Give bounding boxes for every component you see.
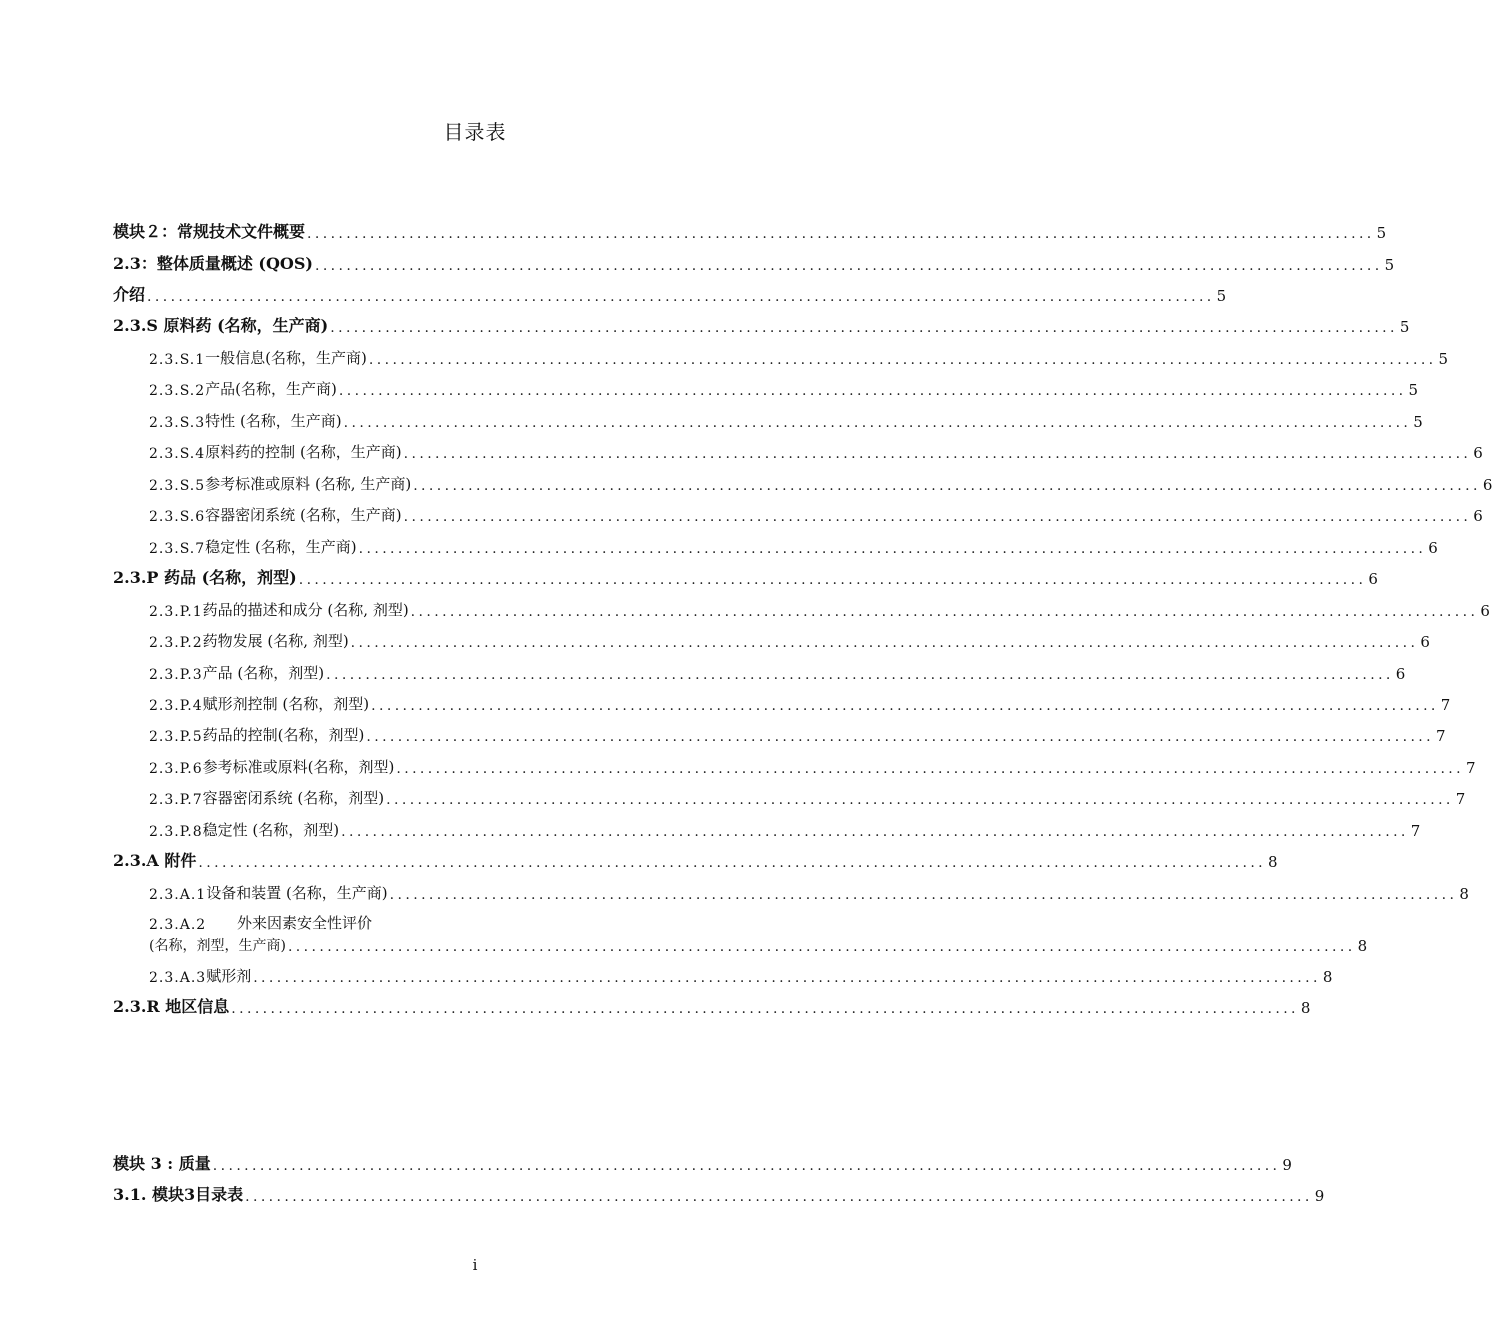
toc-entry[interactable] [113, 784, 1466, 808]
toc-entry-label: 特性 (名称，生产商) [205, 412, 342, 430]
toc-entry[interactable] [113, 721, 1446, 745]
toc-entry-label: 3.1. 模块3目录表 [113, 1185, 244, 1204]
toc-entry-label: 参考标准或原料 (名称, 生产商) [205, 475, 412, 493]
toc-entry-page: 5 [1384, 256, 1395, 274]
toc-entry-number: 2.3.A.3 [149, 970, 207, 986]
toc-leader: ........................................................................................................................................ [368, 352, 1437, 368]
toc-entry[interactable] [113, 501, 1483, 525]
toc-entry-label: 容器密闭系统 (名称，剂型) [202, 789, 385, 807]
toc-entry-number: 2.3.P.1 [149, 604, 203, 620]
toc-entry-page: 6 [1480, 602, 1490, 620]
toc-entry-label: 设备和装置 (名称，生产商) [206, 884, 388, 902]
toc-leader: ........................................................................................................................................ [350, 635, 1419, 651]
toc-leader: ........................................................................................................................................ [371, 698, 1439, 714]
toc-leader: ........................................................................................................................................ [396, 761, 1465, 777]
toc-entry[interactable] [113, 659, 1406, 683]
toc-entry[interactable] [113, 533, 1438, 557]
toc-leader: ........................................................................................................................................ [338, 383, 1407, 399]
toc-entry[interactable] [113, 962, 1333, 986]
toc-leader: ........................................................................................................................................ [198, 855, 1267, 871]
toc-entry-label: 模块 3 : 质量 [113, 1154, 211, 1173]
toc-entry-label: (名称，剂型，生产商) [149, 938, 286, 954]
toc-leader: ........................................................................................................................................ [389, 887, 1458, 903]
toc-entry-label: 容器密闭系统 (名称，生产商) [205, 506, 402, 524]
page-number: i [472, 1256, 478, 1274]
toc-entry-label: 参考标准或原料(名称，剂型) [202, 758, 395, 776]
toc-entry-label: 药品的描述和成分 (名称, 剂型) [202, 601, 409, 619]
toc-entry[interactable] [113, 1181, 1325, 1205]
toc-entry-label: 药物发展 (名称, 剂型) [202, 632, 349, 650]
toc-entry-label: 2.3.P 药品 (名称，剂型) [113, 568, 297, 587]
toc-entry-page: 5 [1376, 224, 1387, 242]
toc-entry-label: 介绍 [113, 285, 146, 304]
toc-leader: ........................................................................................................................................ [403, 446, 1472, 462]
toc-entry-page: 7 [1440, 696, 1451, 714]
toc-entry-page: 9 [1314, 1187, 1325, 1205]
toc-entry-continuation[interactable] [113, 931, 1368, 955]
toc-entry[interactable] [113, 375, 1419, 399]
toc-entry-page: 6 [1473, 444, 1483, 462]
toc-leader: ........................................................................................................................................ [410, 604, 1479, 620]
toc-entry-label: 赋形剂控制 (名称，剂型) [202, 695, 370, 713]
toc-entry[interactable] [113, 344, 1449, 368]
toc-entry[interactable] [113, 218, 1387, 242]
toc-entry[interactable] [113, 312, 1410, 336]
toc-entry[interactable] [113, 470, 1492, 494]
toc-entry-page: 9 [1282, 1156, 1292, 1174]
toc-leader: ........................................................................................................................................ [366, 729, 1435, 745]
toc-entry[interactable] [113, 281, 1227, 305]
toc-entry-page: 5 [1408, 381, 1419, 399]
toc-entry-page: 6 [1420, 633, 1430, 651]
toc-leader: ........................................................................................................................................ [231, 1001, 1299, 1017]
toc-entry-page: 7 [1410, 822, 1421, 840]
toc-entry-page: 8 [1268, 853, 1278, 871]
toc-leader: ........................................................................................................................................ [341, 824, 1409, 840]
toc-entry[interactable] [113, 879, 1469, 903]
toc-entry-page: 6 [1428, 539, 1438, 557]
toc-entry-number: 2.3.P.5 [149, 729, 203, 745]
toc-entry-page: 7 [1466, 759, 1476, 777]
toc-entry-label: 一般信息(名称，生产商) [205, 349, 367, 367]
toc-leader: ........................................................................................................................................ [314, 258, 1383, 274]
toc-entry-label: 产品 (名称，剂型) [202, 664, 325, 682]
toc-entry-label: 产品(名称，生产商) [205, 380, 337, 398]
toc-entry-page: 8 [1459, 885, 1469, 903]
toc-entry-page: 5 [1413, 413, 1423, 431]
toc-entry-number: 2.3.P.4 [149, 698, 203, 714]
toc-entry-label: 原料药的控制 (名称，生产商) [205, 443, 402, 461]
toc-leader: ........................................................................................................................................ [386, 792, 1454, 808]
toc-entry-number: 2.3.S.7 [149, 541, 206, 557]
toc-entry-label: 外来因素安全性评价 [237, 914, 373, 932]
toc-leader: ........................................................................................................................................ [330, 320, 1398, 336]
toc-leader: ........................................................................................................................................ [298, 572, 1367, 588]
toc-entry-number: 2.3.S.6 [149, 509, 206, 525]
toc-leader: ........................................................................................................................................ [413, 478, 1481, 494]
toc-leader: ........................................................................................................................................ [343, 415, 1412, 431]
toc-entry[interactable] [113, 909, 859, 933]
toc-leader: ........................................................................................................................................ [287, 939, 1356, 955]
toc-entry-page: 6 [1482, 476, 1492, 494]
toc-entry-page: 7 [1436, 727, 1446, 745]
toc-entry[interactable] [113, 564, 1378, 588]
toc-leader: ........................................................................................................................................ [147, 289, 1215, 305]
toc-entry-page: 6 [1395, 665, 1406, 683]
toc-leader: ........................................................................................................................................ [307, 226, 1375, 242]
toc-entry[interactable] [113, 250, 1395, 274]
toc-entry-label: 2.3.S 原料药 (名称，生产商) [113, 316, 329, 335]
toc-leader: ........................................................................................................................................ [253, 970, 1321, 986]
toc-entry-page: 6 [1368, 570, 1378, 588]
toc-entry-page: 8 [1322, 968, 1333, 986]
toc-entry-page: 8 [1300, 999, 1311, 1017]
toc-entry-number: 2.3.P.2 [149, 635, 203, 651]
toc-entry[interactable] [113, 690, 1451, 714]
toc-entry-page: 6 [1473, 507, 1483, 525]
toc-entry[interactable] [113, 407, 1423, 431]
toc-entry-page: 7 [1455, 790, 1466, 808]
toc-entry-number: 2.3.P.8 [149, 824, 203, 840]
toc-entry[interactable] [113, 1148, 1292, 1174]
toc-entry-number: 2.3.A.1 [149, 887, 207, 903]
toc-entry-label: 稳定性 (名称，生产商) [205, 538, 357, 556]
toc-entry-label: 2.3：整体质量概述 (QOS) [113, 254, 313, 273]
toc-entry-number: 2.3.S.1 [149, 352, 206, 368]
toc-entry-label: 2.3.R 地区信息 [113, 997, 230, 1016]
toc-entry-number: 2.3.S.2 [149, 383, 206, 399]
toc-entry[interactable] [113, 816, 1421, 840]
toc-entry-number: 2.3.A.2 [149, 917, 207, 933]
toc-entry[interactable] [113, 438, 1483, 462]
toc-entry-label: 稳定性 (名称，剂型) [202, 821, 340, 839]
toc-leader: ........................................................................................................................................ [326, 667, 1394, 683]
toc-entry-page: 5 [1399, 318, 1410, 336]
toc-entry[interactable] [113, 596, 1490, 620]
toc-entry-number: 2.3.P.6 [149, 761, 203, 777]
toc-entry-page: 5 [1438, 350, 1449, 368]
toc-leader: ........................................................................................................................................ [212, 1158, 1281, 1174]
toc-entry-number: 2.3.S.3 [149, 415, 206, 431]
toc-leader: ........................................................................................................................................ [403, 509, 1472, 525]
toc-entry-number: 2.3.P.7 [149, 792, 203, 808]
toc-entry-number: 2.3.S.4 [149, 446, 206, 462]
toc-entry-number: 2.3.P.3 [149, 667, 203, 683]
toc-leader: ........................................................................................................................................ [245, 1189, 1313, 1205]
page-title: 目录表 [443, 120, 507, 144]
toc-entry-label: 药品的控制(名称，剂型) [202, 726, 365, 744]
toc-entry-page: 8 [1357, 937, 1368, 955]
toc-entry[interactable] [113, 627, 1430, 651]
toc-leader: ........................................................................................................................................ [358, 541, 1427, 557]
toc-entry-label: 2.3.A 附件 [113, 851, 197, 870]
toc-entry-number: 2.3.S.5 [149, 478, 206, 494]
toc-entry-page: 5 [1216, 287, 1227, 305]
toc-entry-label: 赋形剂 [206, 967, 252, 985]
toc-entry[interactable] [113, 847, 1278, 871]
toc-entry-label: 模块２：常规技术文件概要 [113, 222, 306, 241]
toc-entry[interactable] [113, 753, 1476, 777]
toc-entry[interactable] [113, 993, 1311, 1017]
